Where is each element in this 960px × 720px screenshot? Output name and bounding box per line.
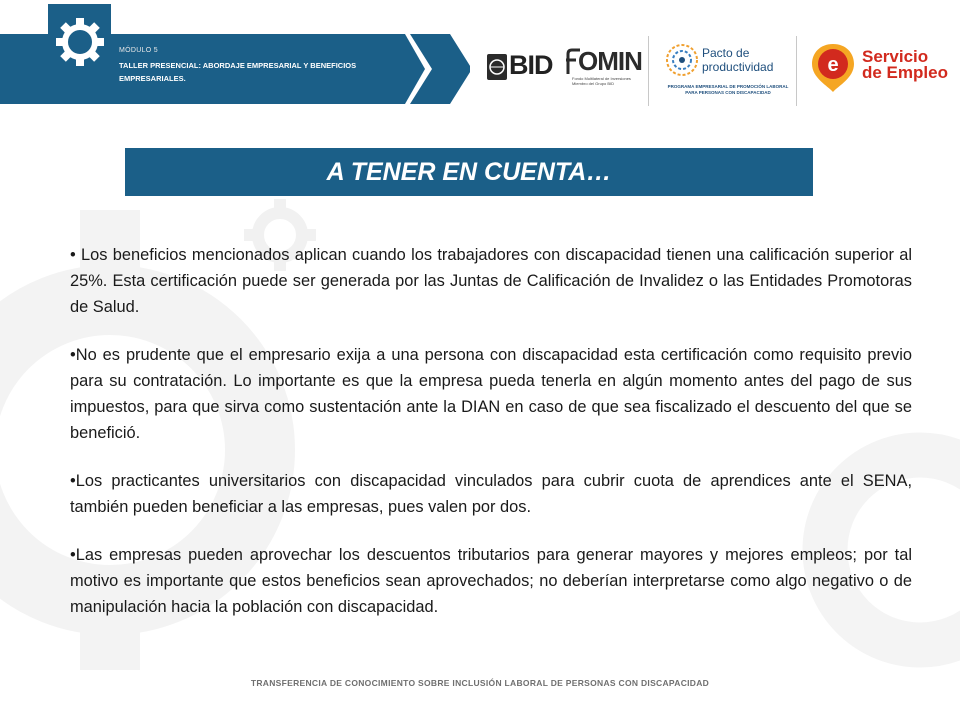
paragraph-4: •Las empresas pueden aprovechar los descuentos tributarios para generar mayores y mejores empleos; por tal motivo es importante que estos beneficios sean aprovechados; no deberían interpretarse como algo negativo o de manipulación hacia la población con discapacidad. xyxy=(70,546,912,616)
bid-globe-icon xyxy=(487,54,507,80)
bid-wordmark: BID xyxy=(509,50,553,80)
pacto-circle-icon xyxy=(664,42,700,78)
module-label: MÓDULO 5 xyxy=(119,47,158,54)
module-title: TALLER PRESENCIAL: ABORDAJE EMPRESARIAL Y BENEFICIOS EMPRESARIALES. xyxy=(119,61,357,83)
servicio-line2: de Empleo xyxy=(862,63,948,82)
logo-divider xyxy=(648,36,649,106)
footer-text: TRANSFERENCIA DE CONOCIMIENTO SOBRE INCLUSIÓN LABORAL DE PERSONAS CON DISCAPACIDAD xyxy=(250,678,710,688)
page-title: A TENER EN CUENTA… xyxy=(326,157,612,186)
svg-text:e: e xyxy=(827,54,839,76)
logo-divider xyxy=(796,36,797,106)
servicio-empleo-logo xyxy=(810,40,950,96)
paragraph-1: • Los beneficios mencionados aplican cuando los trabajadores con discapacidad tienen una calificación superior al 25%. Esta certificación puede ser generada por las Juntas de Calificación de Invalidez o las Entidades Promotoras de Salud. xyxy=(70,246,912,316)
bid-logo xyxy=(487,52,559,82)
fomin-logo xyxy=(566,46,642,91)
servicio-line1: Servicio xyxy=(862,47,929,66)
pacto-logo xyxy=(662,40,792,102)
module-gear-tab xyxy=(48,4,111,104)
title-banner xyxy=(125,148,813,196)
paragraph-3: •Los practicantes universitarios con discapacidad vinculados para cubrir cuota de aprendices ante el SENA, también pueden beneficiar a las empresas, pues valen por dos. xyxy=(70,472,912,516)
paragraph-2: •No es prudente que el empresario exija a una persona con discapacidad esta certificación como requisito previo para su contratación. Lo importante es que la empresa pueda tenerla en algún momento antes del pago de sus impuestos, para que sirva como sustentación ante la DIAN en caso de que sea fiscalizado el descuento del que se benefició. xyxy=(70,346,912,442)
content-body xyxy=(70,242,912,642)
fomin-wordmark: OMIN xyxy=(578,46,642,76)
servicio-e-icon xyxy=(810,42,856,94)
fomin-subtitle: Fondo Multilateral de Inversiones Miembro del Grupo BID xyxy=(572,76,631,86)
pacto-title: Pacto de productividad xyxy=(702,46,774,74)
module-header xyxy=(119,47,409,85)
pacto-subtitle: PROGRAMA EMPRESARIAL DE PROMOCIÓN LABORAL PARA PERSONAS CON DISCAPACIDAD xyxy=(667,84,789,95)
gear-icon xyxy=(52,14,108,70)
